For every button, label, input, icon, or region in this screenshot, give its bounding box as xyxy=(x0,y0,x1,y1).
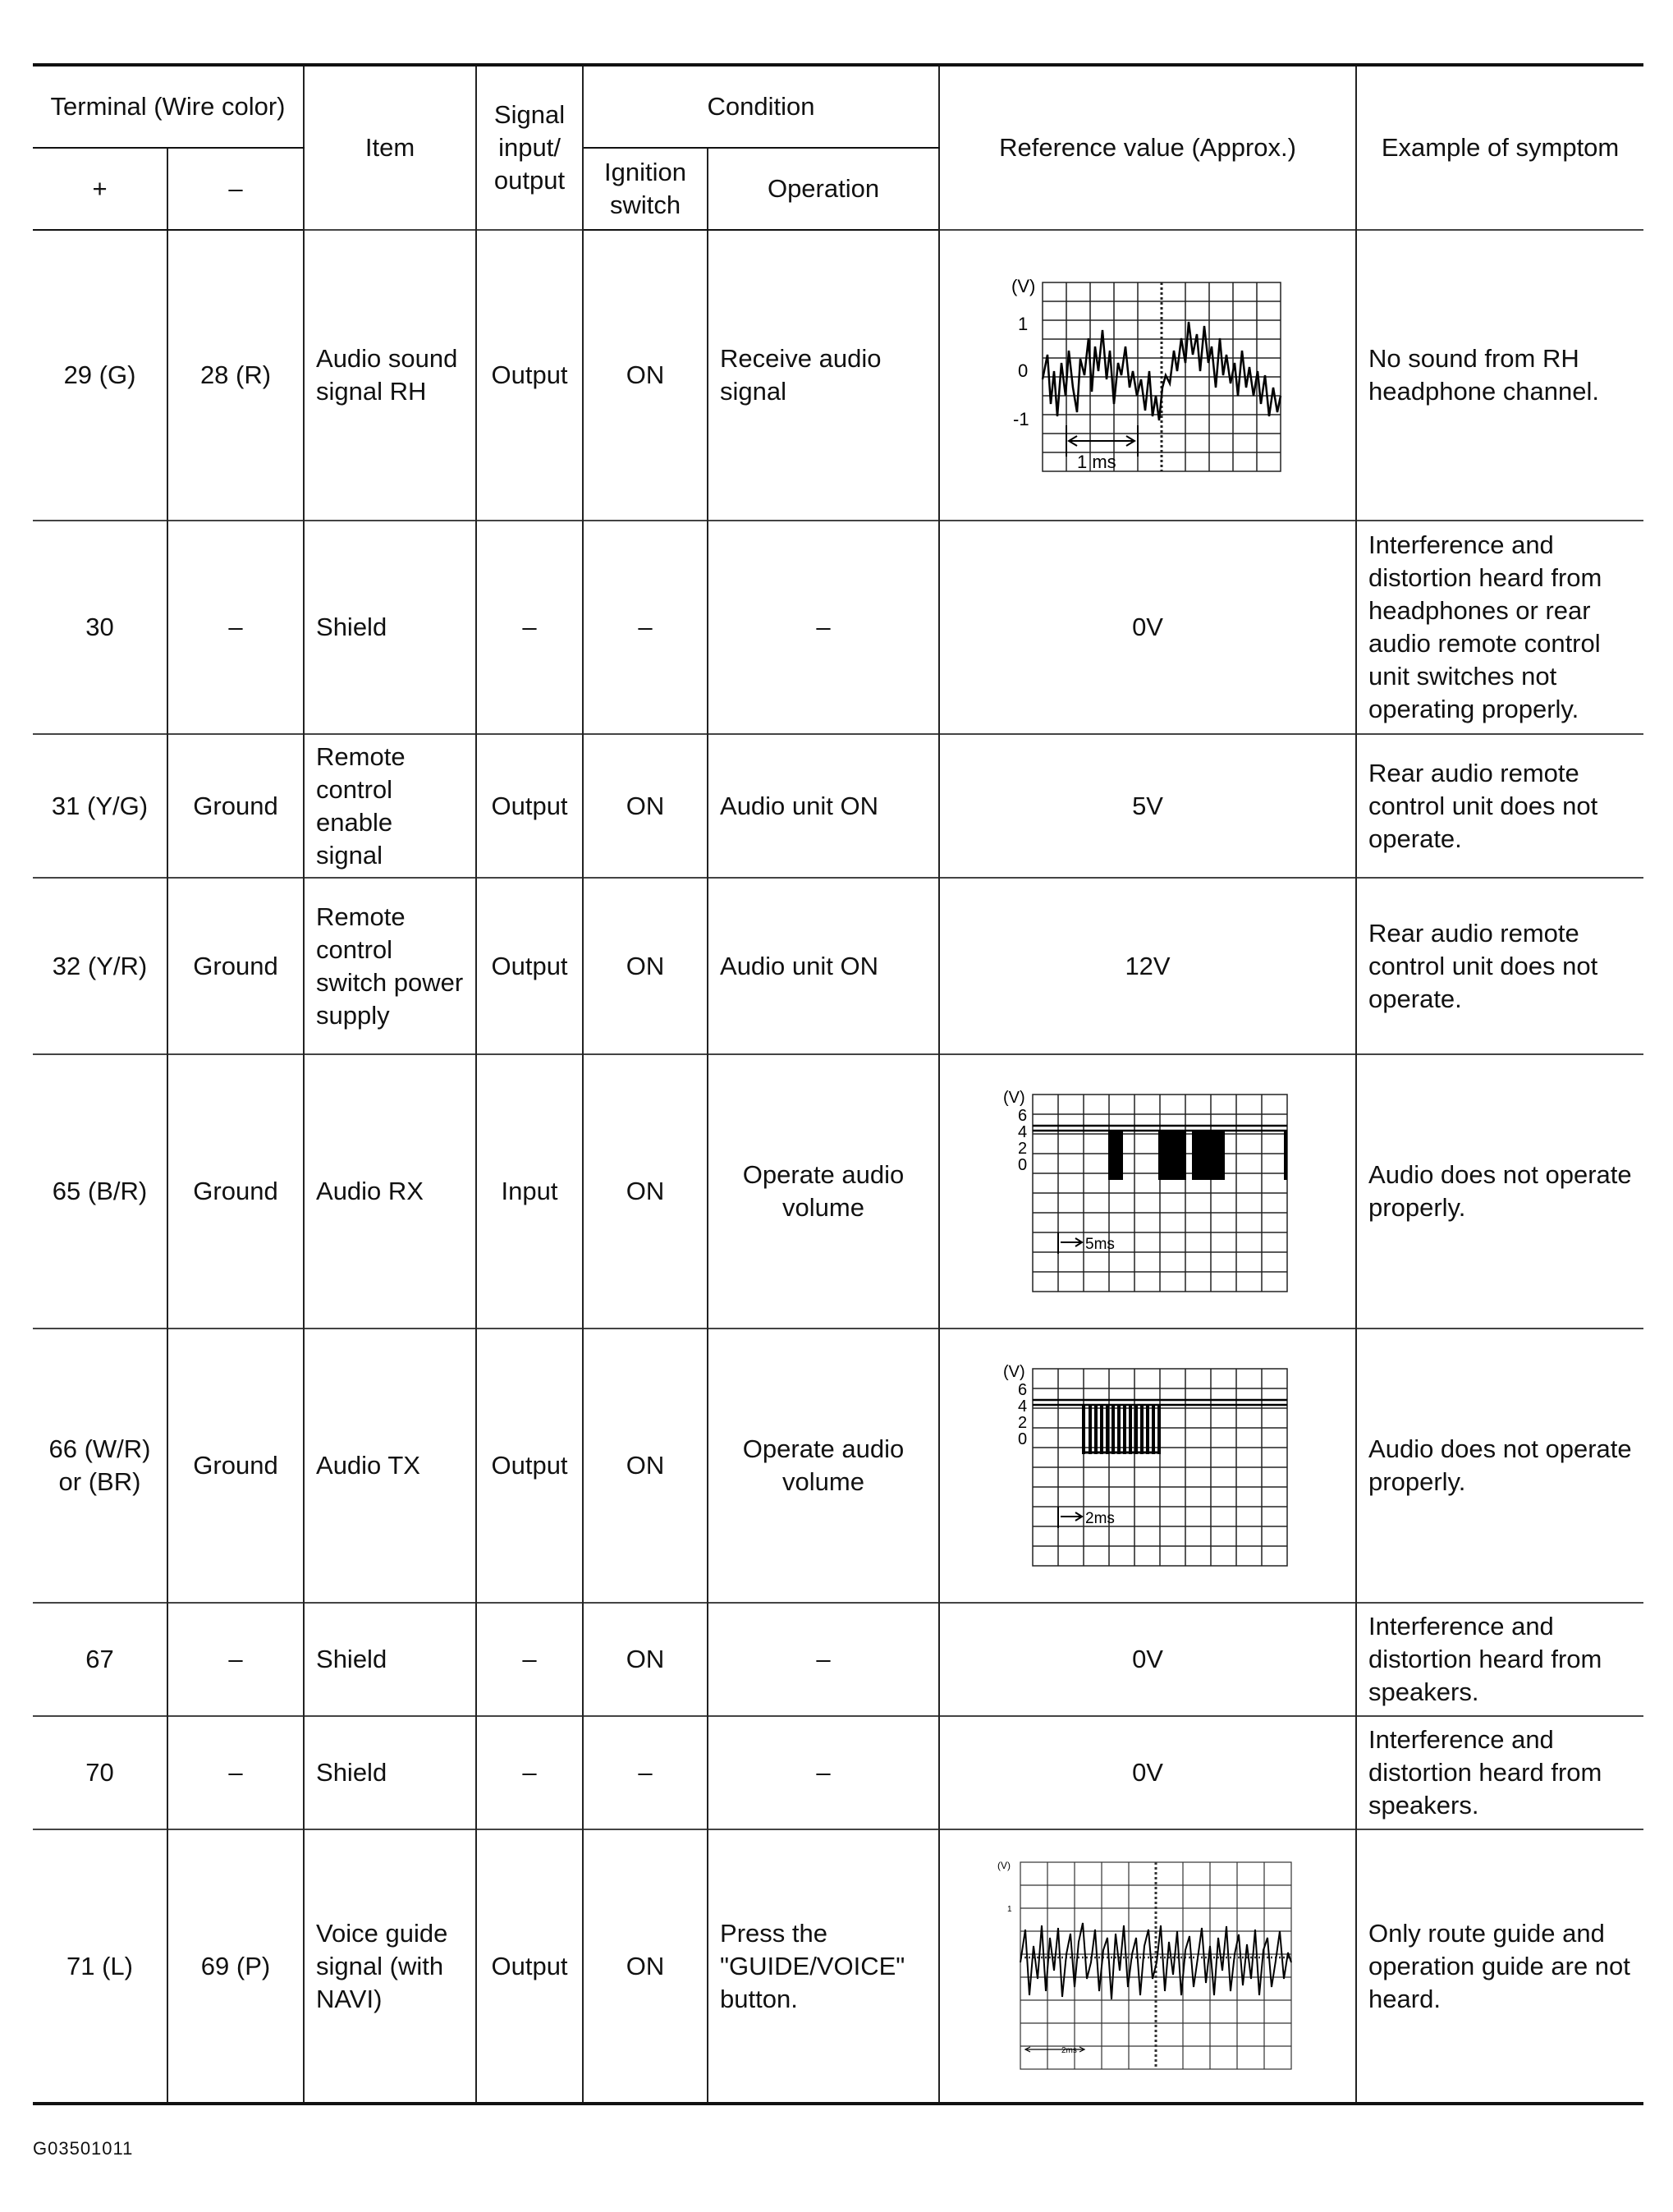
waveform-y-label: 0 xyxy=(1018,360,1029,381)
operation-cell: Receive audio signal xyxy=(708,230,939,521)
header-symptom: Example of symptom xyxy=(1356,65,1643,230)
signal-cell: – xyxy=(476,1603,583,1716)
waveform-unit-label: (V) xyxy=(997,1859,1011,1871)
ignition-cell: ON xyxy=(583,878,708,1054)
terminal-plus: 31 (Y/G) xyxy=(33,734,167,878)
item-cell: Audio TX xyxy=(304,1329,476,1603)
waveform-time-label: 5ms xyxy=(1085,1236,1115,1253)
operation-cell: Audio unit ON xyxy=(708,878,939,1054)
table-row xyxy=(33,878,1643,1054)
terminal-plus: 70 xyxy=(33,1716,167,1829)
waveform-y-label: 0 xyxy=(1018,1430,1028,1448)
ignition-cell: ON xyxy=(583,1329,708,1603)
waveform-audio-sound-rh xyxy=(1000,273,1295,478)
signal-cell: – xyxy=(476,1716,583,1829)
reference-cell: 12V xyxy=(939,878,1356,1054)
ignition-cell: ON xyxy=(583,1054,708,1329)
symptom-cell: Audio does not operate properly. xyxy=(1356,1054,1643,1329)
operation-cell: Operate audio volume xyxy=(708,1329,939,1603)
operation-cell: Operate audio volume xyxy=(708,1054,939,1329)
terminal-plus: 67 xyxy=(33,1603,167,1716)
waveform-y-label: -1 xyxy=(1013,409,1029,429)
item-cell: Audio RX xyxy=(304,1054,476,1329)
waveform-y-label: 2 xyxy=(1018,1414,1028,1432)
header-condition: Condition xyxy=(583,65,939,148)
item-cell: Voice guide signal (with NAVI) xyxy=(304,1829,476,2104)
waveform-time-label: 2ms xyxy=(1061,2045,1077,2055)
waveform-y-label: 4 xyxy=(1018,1123,1028,1141)
waveform-y-label: 0 xyxy=(1018,1156,1028,1174)
terminal-minus: – xyxy=(167,1716,304,1829)
terminal-minus: – xyxy=(167,1603,304,1716)
header-operation: Operation xyxy=(708,148,939,230)
item-cell: Shield xyxy=(304,1603,476,1716)
terminal-minus: Ground xyxy=(167,878,304,1054)
symptom-cell: Rear audio remote control unit does not operate. xyxy=(1356,878,1643,1054)
header-reference: Reference value (Approx.) xyxy=(939,65,1356,230)
symptom-cell: No sound from RH headphone channel. xyxy=(1356,230,1643,521)
signal-cell: Output xyxy=(476,1329,583,1603)
ignition-cell: – xyxy=(583,1716,708,1829)
waveform-time-label: 2ms xyxy=(1085,1510,1115,1527)
terminal-plus: 32 (Y/R) xyxy=(33,878,167,1054)
waveform-audio-tx xyxy=(1000,1359,1295,1572)
reference-cell: 5V xyxy=(939,734,1356,878)
terminal-minus: 69 (P) xyxy=(167,1829,304,2104)
waveform-unit-label: (V) xyxy=(1003,1363,1025,1381)
figure-code: G03501011 xyxy=(33,2138,134,2159)
symptom-cell: Interference and distortion heard from speakers. xyxy=(1356,1716,1643,1829)
waveform-y-label: 4 xyxy=(1018,1397,1028,1416)
item-cell: Remote control switch power supply xyxy=(304,878,476,1054)
operation-cell: Press the "GUIDE/VOICE" button. xyxy=(708,1829,939,2104)
terminal-plus: 65 (B/R) xyxy=(33,1054,167,1329)
header-ignition: Ignition switch xyxy=(583,148,708,230)
ignition-cell: ON xyxy=(583,1829,708,2104)
signal-cell: Output xyxy=(476,878,583,1054)
terminal-spec-table xyxy=(33,63,1643,2105)
signal-cell: Input xyxy=(476,1054,583,1329)
waveform-burst xyxy=(1084,1405,1159,1454)
terminal-plus: 29 (G) xyxy=(33,230,167,521)
ignition-cell: ON xyxy=(583,1603,708,1716)
symptom-cell: Interference and distortion heard from speakers. xyxy=(1356,1603,1643,1716)
reference-cell xyxy=(939,230,1356,521)
reference-cell: 0V xyxy=(939,1603,1356,1716)
table-row xyxy=(33,734,1643,878)
item-cell: Remote control enable signal xyxy=(304,734,476,878)
terminal-minus: Ground xyxy=(167,734,304,878)
ignition-cell: ON xyxy=(583,734,708,878)
header-signal: Signal input/ output xyxy=(476,65,583,230)
ignition-cell: ON xyxy=(583,230,708,521)
reference-cell xyxy=(939,1054,1356,1329)
reference-cell: 0V xyxy=(939,1716,1356,1829)
waveform-audio-rx xyxy=(1000,1085,1295,1298)
waveform-burst xyxy=(1284,1131,1287,1180)
header-plus: + xyxy=(33,148,167,230)
waveform-unit-label: (V) xyxy=(1003,1089,1025,1107)
waveform-y-label: 1 xyxy=(1018,314,1029,334)
item-cell: Shield xyxy=(304,1716,476,1829)
waveform-time-label: 1 ms xyxy=(1077,452,1116,472)
reference-cell xyxy=(939,1829,1356,2104)
signal-cell: Output xyxy=(476,734,583,878)
operation-cell: Audio unit ON xyxy=(708,734,939,878)
symptom-cell: Audio does not operate properly. xyxy=(1356,1329,1643,1603)
operation-cell: – xyxy=(708,521,939,734)
terminal-minus: Ground xyxy=(167,1329,304,1603)
table-row xyxy=(33,230,1643,521)
table-row xyxy=(33,1716,1643,1829)
signal-cell: Output xyxy=(476,1829,583,2104)
symptom-cell: Rear audio remote control unit does not operate. xyxy=(1356,734,1643,878)
operation-cell: – xyxy=(708,1603,939,1716)
terminal-minus: – xyxy=(167,521,304,734)
table-row xyxy=(33,1829,1643,2104)
terminal-plus: 71 (L) xyxy=(33,1829,167,2104)
header-item: Item xyxy=(304,65,476,230)
ignition-cell: – xyxy=(583,521,708,734)
waveform-burst xyxy=(1192,1131,1225,1180)
waveform-burst xyxy=(1158,1131,1186,1180)
waveform-y-label: 1 xyxy=(1007,1904,1012,1914)
waveform-unit-label: (V) xyxy=(1011,276,1036,296)
signal-cell: – xyxy=(476,521,583,734)
terminal-minus: Ground xyxy=(167,1054,304,1329)
operation-cell: – xyxy=(708,1716,939,1829)
waveform-burst xyxy=(1108,1131,1123,1180)
item-cell: Shield xyxy=(304,521,476,734)
item-cell: Audio sound signal RH xyxy=(304,230,476,521)
terminal-plus: 30 xyxy=(33,521,167,734)
symptom-cell: Only route guide and operation guide are not heard. xyxy=(1356,1829,1643,2104)
reference-cell: 0V xyxy=(939,521,1356,734)
signal-cell: Output xyxy=(476,230,583,521)
waveform-y-label: 6 xyxy=(1018,1381,1028,1399)
waveform-y-label: 2 xyxy=(1018,1140,1028,1158)
waveform-y-label: 6 xyxy=(1018,1107,1028,1125)
terminal-minus: 28 (R) xyxy=(167,230,304,521)
terminal-plus: 66 (W/R) or (BR) xyxy=(33,1329,167,1603)
reference-cell xyxy=(939,1329,1356,1603)
table-row xyxy=(33,1329,1643,1603)
table-row xyxy=(33,1054,1643,1329)
header-terminal: Terminal (Wire color) xyxy=(33,65,304,148)
table-row xyxy=(33,521,1643,734)
waveform-voice-guide xyxy=(996,1856,1299,2077)
symptom-cell: Interference and distortion heard from headphones or rear audio remote control unit switches not operating properly. xyxy=(1356,521,1643,734)
header-minus: – xyxy=(167,148,304,230)
table-row xyxy=(33,1603,1643,1716)
